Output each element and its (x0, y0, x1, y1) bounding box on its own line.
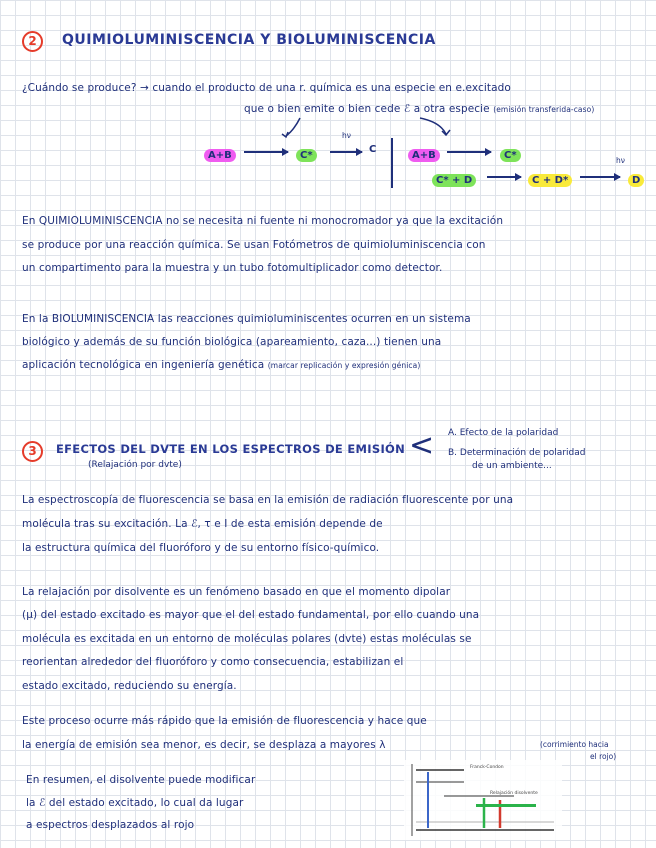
solvent-relaxation-diagram (404, 760, 562, 840)
par1-line-3: la estructura química del fluoróforo y de su entorno físico-químico. (22, 542, 380, 554)
bio-paragraph-note: (marcar replicación y expresión génica) (267, 361, 421, 370)
reaction-2-step2-right: D (628, 174, 644, 187)
question-line-2-text: que o bien emite o bien cede ℰ a otra especie (244, 103, 490, 115)
reaction-1-arrow-2 (330, 151, 362, 153)
branch-a: A. Efecto de la polaridad (448, 428, 559, 438)
reaction-2-step2-left-wrap (432, 168, 476, 187)
summary-line-1: En resumen, el disolvente puede modificar (26, 774, 256, 786)
bio-paragraph-line-2: biológico y además de su función biológica (apareamiento, caza...) tienen una (22, 336, 442, 348)
reaction-2-arrow-1 (447, 151, 491, 153)
reaction-1-reactants: A+B (204, 149, 236, 162)
reaction-2-step2-mid-wrap (528, 168, 572, 187)
par2-line-3: molécula es excitada en un entorno de moléculas polares (dvte) estas moléculas se (22, 633, 472, 645)
par2-line-1: La relajación por disolvente es un fenómeno basado en que el momento dipolar (22, 586, 451, 598)
reaction-2-arrow-3 (580, 176, 620, 178)
par2-line-4: reorientan alrededor del fluoróforo y como consecuencia, estabilizan el (22, 656, 404, 668)
par1-line-1: La espectroscopía de fluorescencia se basa en la emisión de radiación fluorescente por una (22, 494, 514, 506)
summary-line-2: la ℰ del estado excitado, lo cual da lugar (26, 797, 244, 809)
branch-b-line-2: de un ambiente... (472, 461, 552, 471)
summary-line-3: a espectros desplazados al rojo (26, 819, 195, 831)
par3-note-1: (corrimiento hacia (540, 740, 609, 749)
chemi-paragraph-line-2: se produce por una reacción química. Se usan Fotómetros de quimioluminiscencia con (22, 239, 486, 251)
reaction-1-intermediate-wrap (296, 143, 317, 162)
reaction-divider (391, 138, 393, 188)
section-2-number: 2 (22, 31, 43, 52)
reaction-2-step2-right-wrap (628, 168, 644, 187)
bio-paragraph-line-1: En la BIOLUMINISCENCIA las reacciones quimioluminiscentes ocurren en un sistema (22, 313, 471, 325)
reaction-2-reactants-wrap (408, 143, 440, 162)
hv-label-1: hν (342, 131, 351, 140)
par1-line-2: molécula tras su excitación. La ℰ, τ e I de esta emisión depende de (22, 518, 383, 530)
hv-label-2: hν (616, 156, 625, 165)
chemi-paragraph-line-1: En QUIMIOLUMINISCENCIA no se necesita ni fuente ni monocromador ya que la excitación (22, 215, 504, 227)
reaction-2-step2-left: C* + D (432, 174, 476, 187)
reaction-1 (204, 143, 236, 162)
reaction-1-intermediate: C* (296, 149, 317, 162)
section-3-title: EFECTOS DEL DVTE EN LOS ESPECTROS DE EMISIÓN (56, 442, 406, 456)
bio-paragraph-line-3 (22, 359, 420, 371)
section-3-number: 3 (22, 441, 43, 462)
reaction-2-step2-mid: C + D* (528, 174, 572, 187)
par3-note-2: el rojo) (590, 752, 617, 761)
bio-paragraph-line-3-text: aplicación tecnológica en ingeniería genética (22, 359, 265, 371)
par2-line-2: (μ) del estado excitado es mayor que el del estado fundamental, por ello cuando una (22, 609, 480, 621)
question-note: (emisión transferida-caso) (493, 105, 595, 114)
reaction-2-arrow-2 (487, 176, 521, 178)
branch-brace: < (409, 428, 435, 463)
section-3-subtitle: (Relajación por dvte) (88, 460, 182, 470)
reaction-2-intermediate: C* (500, 149, 521, 162)
par2-line-5: estado excitado, reduciendo su energía. (22, 680, 237, 692)
par3-line-2: la energía de emisión sea menor, es decir, se desplaza a mayores λ (22, 739, 386, 751)
reaction-1-arrow-1 (244, 151, 288, 153)
question-line-1: ¿Cuándo se produce? → cuando el producto de una r. química es una especie en e.excitado (22, 82, 511, 94)
curved-arrows (280, 112, 460, 142)
chemi-paragraph-line-3: un compartimento para la muestra y un tubo fotomultiplicador como detector. (22, 262, 443, 274)
section-2-title: QUIMIOLUMINISCENCIA Y BIOLUMINISCENCIA (62, 32, 436, 48)
branch-b-line-1: B. Determinación de polaridad (448, 448, 586, 458)
diagram-label-mid: Relajación disolvente (490, 791, 538, 796)
par3-line-1: Este proceso ocurre más rápido que la emisión de fluorescencia y hace que (22, 715, 427, 727)
diagram-label-top: Franck-Condon (470, 765, 504, 770)
reaction-2-intermediate-wrap (500, 143, 521, 162)
reaction-1-product: C (369, 144, 377, 155)
reaction-2-reactants: A+B (408, 149, 440, 162)
